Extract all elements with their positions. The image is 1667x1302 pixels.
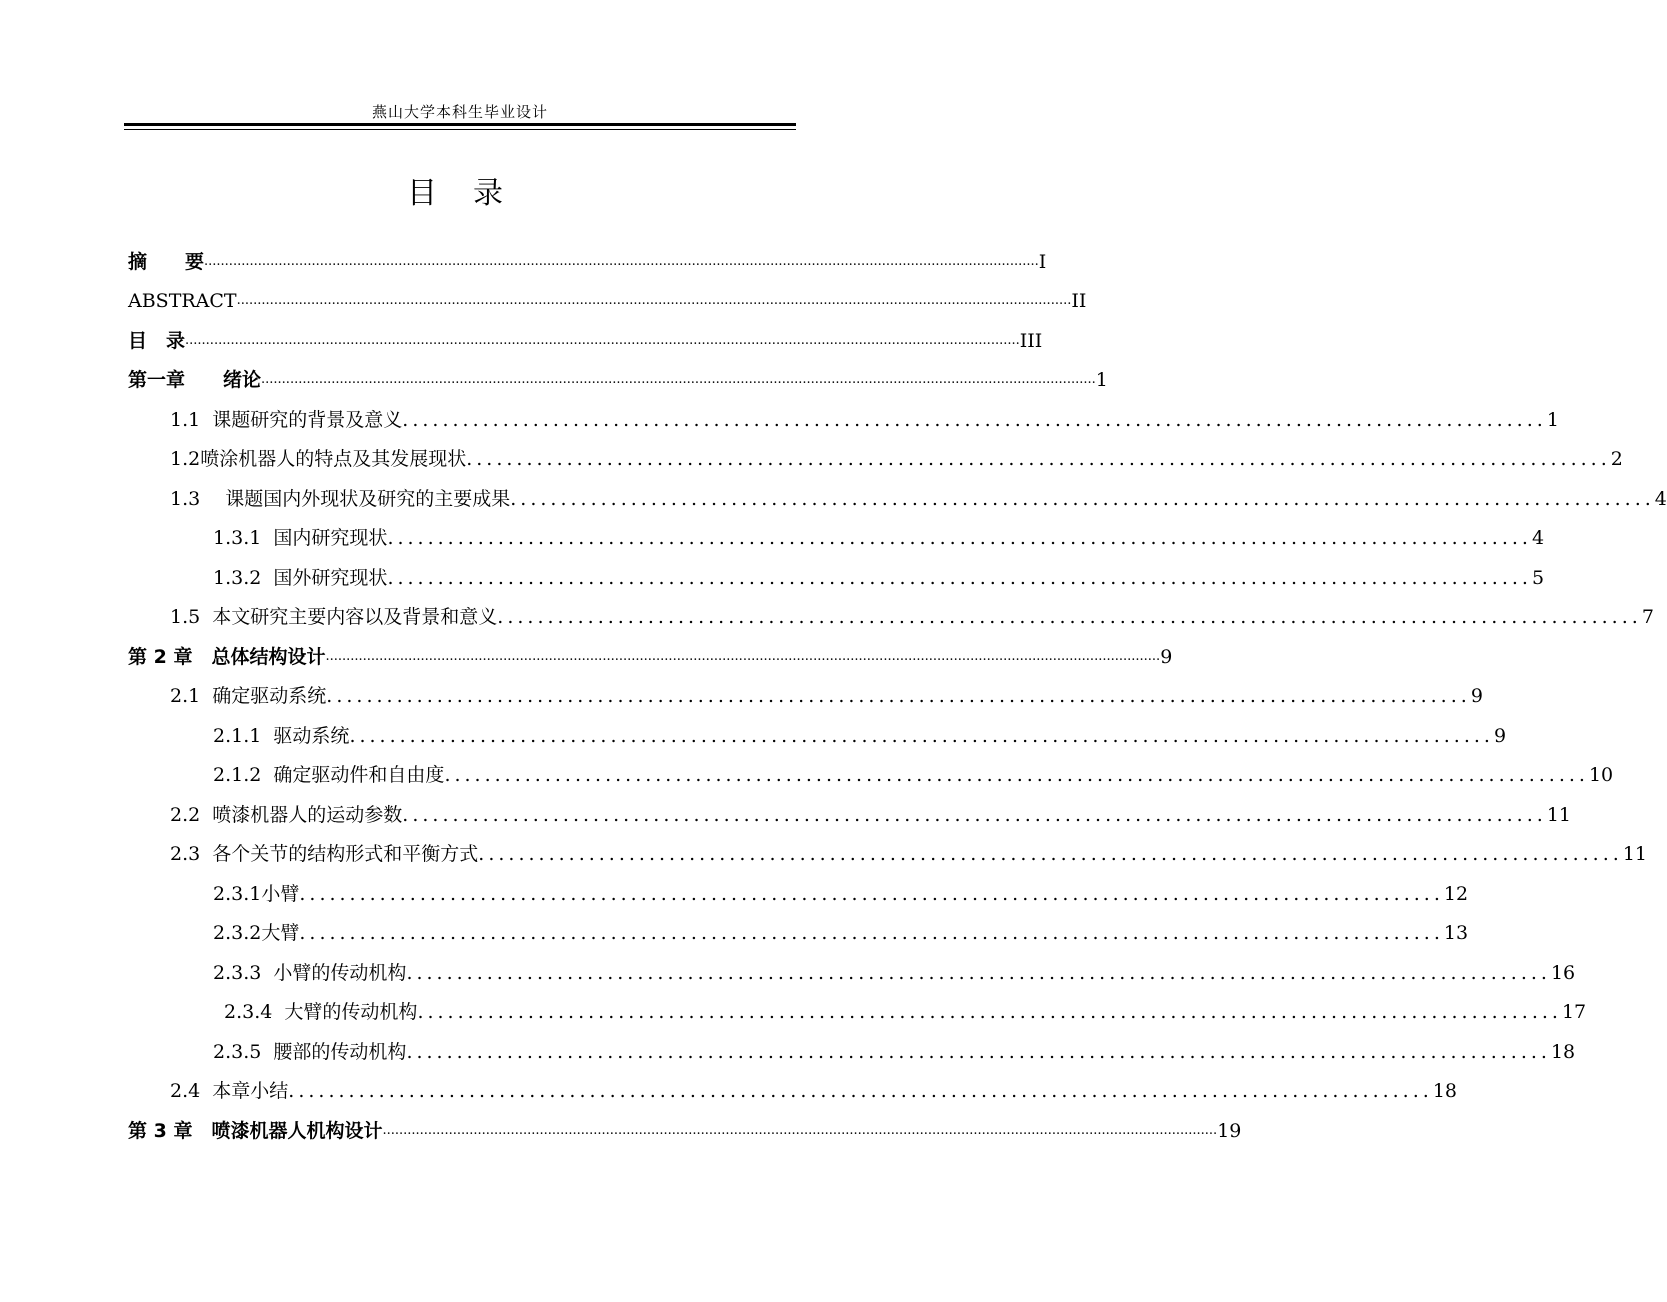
toc-page: 11	[1546, 804, 1571, 826]
toc-label: ABSTRACT	[128, 290, 237, 312]
toc-entry-1-3[interactable]	[170, 481, 1667, 511]
toc-page: 7	[1641, 606, 1654, 628]
toc-entry-2-2[interactable]	[170, 797, 1571, 827]
toc-page: II	[1071, 290, 1087, 312]
page-header: 燕山大学本科生毕业设计	[371, 103, 548, 121]
toc-entry-2-1-1[interactable]	[213, 718, 1507, 748]
toc-page: 10	[1588, 764, 1614, 786]
toc-page: 16	[1550, 962, 1576, 984]
toc-label: 2.1.2 确定驱动件和自由度	[213, 764, 445, 786]
toc-entry-2-3-3[interactable]	[213, 955, 1576, 985]
toc-entry-abstract-cn[interactable]	[128, 244, 1047, 274]
toc-entry-2-3-5[interactable]	[213, 1034, 1576, 1064]
toc-leader: ..................................................................................................................	[387, 567, 1532, 589]
toc-label: 1.3.1 国内研究现状	[213, 527, 388, 549]
toc-page: 9	[1160, 646, 1173, 668]
toc-label: 2.4 本章小结	[170, 1080, 289, 1102]
toc-entry-1-2[interactable]	[170, 441, 1623, 471]
toc-label: 1.5 本文研究主要内容以及背景和意义	[170, 606, 498, 628]
toc-entry-1-3-1[interactable]	[213, 520, 1545, 550]
toc-label: 2.3.1小臂	[213, 883, 300, 905]
title-char-1: 目	[407, 176, 447, 211]
toc-leader: ..................................................................................................................	[288, 1080, 1433, 1102]
toc-label: 1.3 课题国内外现状及研究的主要成果	[170, 488, 511, 510]
toc-entry-contents[interactable]	[128, 323, 1043, 353]
toc-label: 目 录	[128, 330, 186, 352]
toc-label: 2.3.4 大臂的传动机构	[224, 1001, 418, 1023]
toc-leader: ..........................................................................................................................................................................................................	[236, 293, 1072, 308]
toc-page: 1	[1546, 409, 1559, 431]
toc-page: III	[1019, 330, 1043, 352]
toc-label: 2.2 喷漆机器人的运动参数	[170, 804, 403, 826]
toc-entry-1-3-2[interactable]	[213, 560, 1545, 590]
toc-page: 18	[1550, 1041, 1576, 1063]
toc-label: 第一章 绪论	[128, 369, 262, 391]
toc-label: 第 3 章 喷漆机器人机构设计	[128, 1120, 383, 1142]
toc-label: 1.3.2 国外研究现状	[213, 567, 388, 589]
toc-leader: ..........................................................................................................................................................................................................	[261, 372, 1096, 387]
toc-page: I	[1038, 251, 1047, 273]
toc-leader: ..................................................................................................................	[326, 685, 1471, 707]
toc-entry-2-1[interactable]	[170, 678, 1483, 708]
toc-page: 17	[1561, 1001, 1587, 1023]
toc-leader: ..................................................................................................................	[387, 527, 1532, 549]
toc-leader: ..................................................................................................................	[444, 764, 1589, 786]
toc-entry-2-3-1[interactable]	[213, 876, 1469, 906]
toc-leader: ..........................................................................................................................................................................................................	[204, 254, 1039, 269]
toc-page: 5	[1531, 567, 1545, 589]
toc-leader: ..................................................................................................................	[497, 606, 1642, 628]
toc-label: 摘 要	[128, 251, 205, 273]
toc-leader: ..........................................................................................................................................................................................................	[185, 333, 1020, 348]
toc-leader: ..................................................................................................................	[466, 448, 1611, 470]
toc-entry-1-1[interactable]	[170, 402, 1559, 432]
toc-entry-2-4[interactable]	[170, 1073, 1457, 1103]
toc-label: 2.3.2大臂	[213, 922, 300, 944]
toc-entry-2-3-2[interactable]	[213, 915, 1469, 945]
toc-leader: ..................................................................................................................	[402, 409, 1547, 431]
toc-leader: ..........................................................................................................................................................................................................	[382, 1123, 1218, 1138]
toc-label: 1.2喷涂机器人的特点及其发展现状	[170, 448, 467, 470]
header-rule-thin	[124, 129, 796, 130]
toc-leader: ..................................................................................................................	[510, 488, 1655, 510]
toc-leader: ..................................................................................................................	[478, 843, 1623, 865]
toc-leader: ..................................................................................................................	[417, 1001, 1562, 1023]
toc-label: 2.3 各个关节的结构形式和平衡方式	[170, 843, 479, 865]
toc-leader: ..................................................................................................................	[299, 922, 1444, 944]
toc-entry-chapter-2[interactable]	[128, 639, 1173, 669]
toc-label: 第 2 章 总体结构设计	[128, 646, 326, 668]
toc-entry-abstract-en[interactable]	[128, 283, 1087, 313]
toc-leader: ..................................................................................................................	[349, 725, 1494, 747]
header-rule-thick	[124, 123, 796, 126]
toc-page: 19	[1217, 1120, 1242, 1142]
toc-label: 1.1 课题研究的背景及意义	[170, 409, 403, 431]
toc-leader: ..................................................................................................................	[406, 962, 1551, 984]
toc-page: 11	[1622, 843, 1647, 865]
toc-page: 4	[1531, 527, 1545, 549]
toc-page: 9	[1493, 725, 1507, 747]
toc-page: 1	[1095, 369, 1108, 391]
toc-page: 18	[1432, 1080, 1457, 1102]
toc-entry-1-5[interactable]	[170, 599, 1654, 629]
toc-page: 13	[1443, 922, 1469, 944]
toc-label: 2.1.1 驱动系统	[213, 725, 350, 747]
toc-page: 4	[1654, 488, 1667, 510]
toc-entry-2-3-4[interactable]	[224, 994, 1587, 1024]
toc-leader: ..................................................................................................................	[299, 883, 1444, 905]
toc-label: 2.3.5 腰部的传动机构	[213, 1041, 407, 1063]
toc-entry-chapter-1[interactable]	[128, 362, 1108, 392]
toc-entry-chapter-3[interactable]	[128, 1113, 1242, 1143]
toc-entry-2-3[interactable]	[170, 836, 1647, 866]
toc-leader: ..................................................................................................................	[406, 1041, 1551, 1063]
title-char-2: 录	[473, 176, 513, 211]
toc-leader: ..........................................................................................................................................................................................................	[325, 649, 1161, 664]
toc-entry-2-1-2[interactable]	[213, 757, 1614, 787]
toc-label: 2.3.3 小臂的传动机构	[213, 962, 407, 984]
toc-leader: ..................................................................................................................	[402, 804, 1547, 826]
toc-page: 12	[1443, 883, 1469, 905]
page-title	[0, 168, 920, 212]
toc-label: 2.1 确定驱动系统	[170, 685, 327, 707]
toc-page: 2	[1610, 448, 1623, 470]
toc-page: 9	[1470, 685, 1483, 707]
